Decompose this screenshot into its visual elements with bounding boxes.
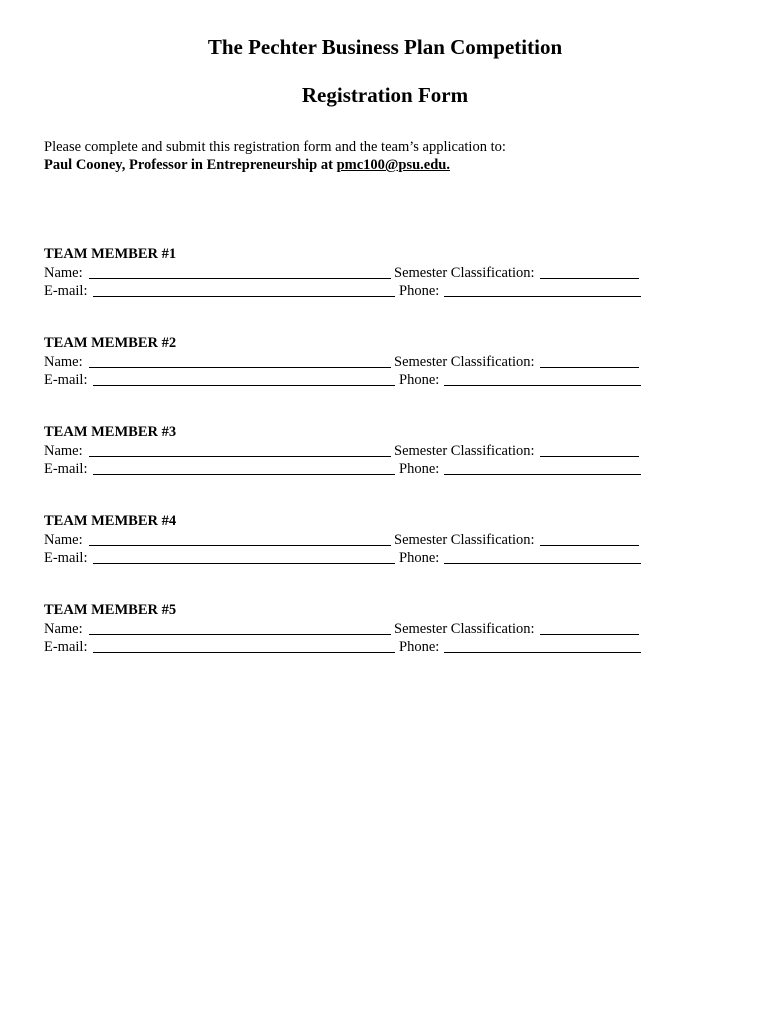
phone-label: Phone: <box>399 461 440 477</box>
phone-field[interactable] <box>444 385 641 386</box>
team-member-heading: TEAM MEMBER #3 <box>44 424 177 440</box>
name-label: Name: <box>44 621 83 637</box>
phone-field[interactable] <box>444 652 641 653</box>
semester-field[interactable] <box>540 545 639 546</box>
semester-label: Semester Classification: <box>394 443 535 459</box>
team-member-section-4 <box>44 512 644 567</box>
name-row <box>44 620 644 638</box>
team-member-section-2 <box>44 334 644 389</box>
email-label: E-mail: <box>44 639 88 655</box>
semester-label: Semester Classification: <box>394 265 535 281</box>
team-member-section-1 <box>44 245 644 300</box>
team-member-section-5 <box>44 601 644 656</box>
semester-field[interactable] <box>540 278 639 279</box>
name-label: Name: <box>44 265 83 281</box>
name-field[interactable] <box>89 278 391 279</box>
email-label: E-mail: <box>44 283 88 299</box>
contact-name: Paul Cooney, Professor in Entrepreneurship at <box>44 157 337 173</box>
email-field[interactable] <box>93 563 395 564</box>
contact-email-link[interactable]: pmc100@psu.edu. <box>336 157 450 173</box>
team-member-heading: TEAM MEMBER #1 <box>44 246 177 262</box>
form-subtitle: Registration Form <box>301 83 469 107</box>
name-label: Name: <box>44 354 83 370</box>
email-label: E-mail: <box>44 550 88 566</box>
page-title: The Pechter Business Plan Competition <box>207 35 563 59</box>
phone-field[interactable] <box>444 296 641 297</box>
name-field[interactable] <box>89 634 391 635</box>
name-row <box>44 264 644 282</box>
phone-field[interactable] <box>444 474 641 475</box>
email-row <box>44 282 644 300</box>
team-member-section-3 <box>44 423 644 478</box>
semester-field[interactable] <box>540 634 639 635</box>
semester-field[interactable] <box>540 456 639 457</box>
team-member-heading: TEAM MEMBER #2 <box>44 335 177 351</box>
phone-label: Phone: <box>399 639 440 655</box>
semester-field[interactable] <box>540 367 639 368</box>
semester-label: Semester Classification: <box>394 354 535 370</box>
contact-line <box>44 157 450 174</box>
semester-label: Semester Classification: <box>394 621 535 637</box>
semester-label: Semester Classification: <box>394 532 535 548</box>
name-row <box>44 442 644 460</box>
phone-label: Phone: <box>399 372 440 388</box>
email-row <box>44 549 644 567</box>
email-field[interactable] <box>93 385 395 386</box>
name-row <box>44 353 644 371</box>
email-field[interactable] <box>93 652 395 653</box>
email-field[interactable] <box>93 474 395 475</box>
name-field[interactable] <box>89 367 391 368</box>
email-row <box>44 638 644 656</box>
phone-label: Phone: <box>399 283 440 299</box>
email-label: E-mail: <box>44 461 88 477</box>
email-row <box>44 460 644 478</box>
name-label: Name: <box>44 532 83 548</box>
phone-label: Phone: <box>399 550 440 566</box>
name-row <box>44 531 644 549</box>
team-member-heading: TEAM MEMBER #4 <box>44 513 177 529</box>
phone-field[interactable] <box>444 563 641 564</box>
email-label: E-mail: <box>44 372 88 388</box>
name-field[interactable] <box>89 545 391 546</box>
email-field[interactable] <box>93 296 395 297</box>
name-field[interactable] <box>89 456 391 457</box>
instructions-text: Please complete and submit this registration form and the team’s application to: <box>44 139 506 155</box>
team-member-heading: TEAM MEMBER #5 <box>44 602 177 618</box>
name-label: Name: <box>44 443 83 459</box>
email-row <box>44 371 644 389</box>
